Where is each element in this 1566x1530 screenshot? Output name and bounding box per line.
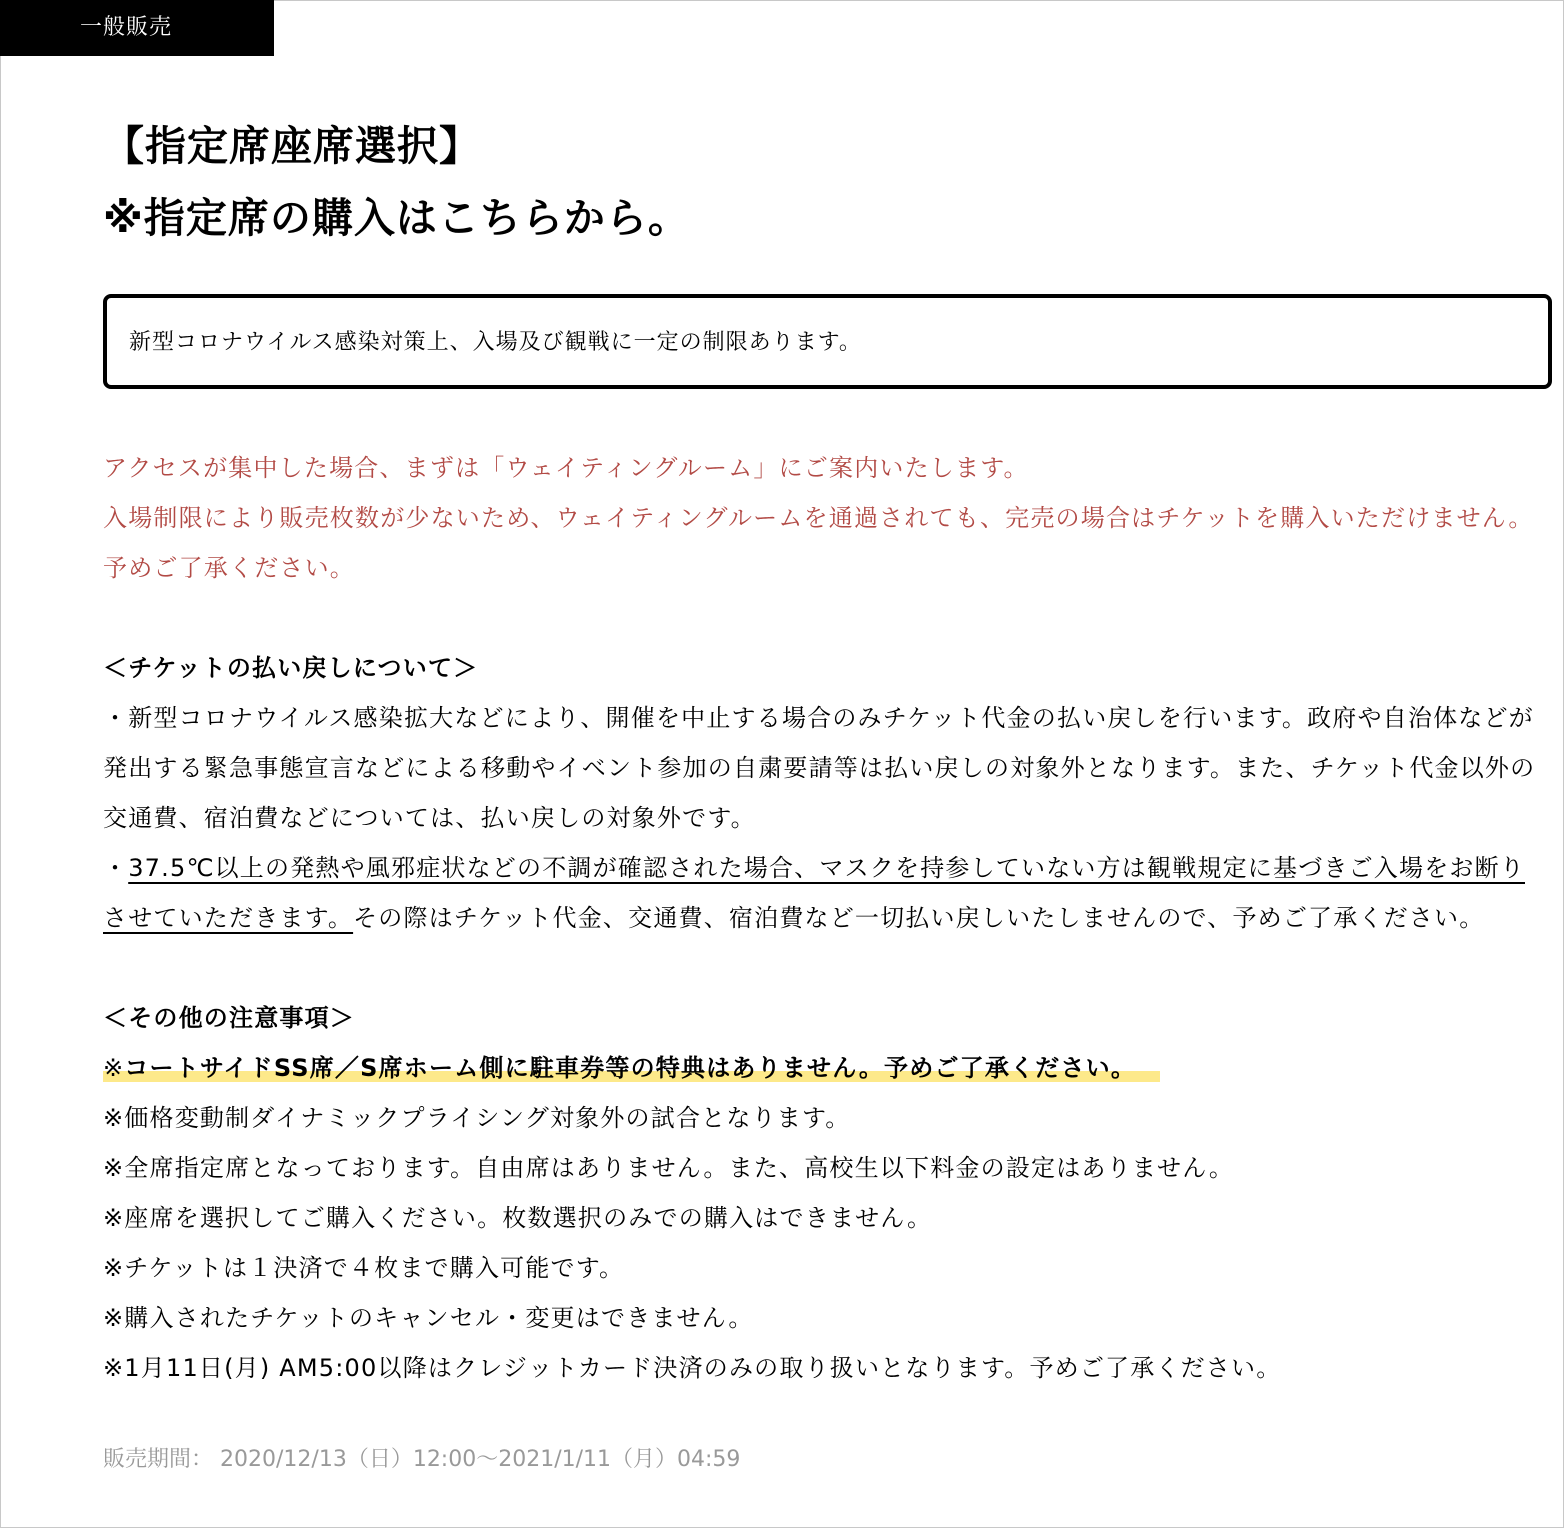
highlight-note-text (103, 1054, 1160, 1082)
refund-item-2-rest: その際はチケット代金、交通費、宿泊費など一切払い戻しいたしませんので、予めご了承ください。 (353, 904, 1485, 932)
refund-item-2 (103, 843, 1548, 943)
refund-heading: ＜チケットの払い戻しについて＞ (103, 654, 479, 682)
refund-item-2-underlined: 37.5℃以上の発熱や風邪症状などの不調が確認された場合、マスクを持参していない方は観戦規定に基づきご入場をお断りさせていただきます。 (103, 854, 1525, 932)
bullet: ・ (103, 854, 129, 882)
sale-period-value: 2020/12/13（日）12:00〜2021/1/11（月）04:59 (220, 1447, 741, 1472)
note-mark: ※ (103, 1054, 125, 1082)
sale-period-label: 販売期間： (103, 1447, 214, 1472)
parking-ticket-notice: コートサイドSS席／S席ホーム側に駐車券等の特典はありません。予めご了承ください。 (124, 1054, 1137, 1082)
title-line-1: 【指定席座席選択】 (103, 122, 481, 170)
page-title[interactable] (103, 110, 690, 254)
highlight-note (103, 1043, 1548, 1093)
other-notes-list (103, 1093, 1548, 1393)
note-item: ※全席指定席となっております。自由席はありません。また、高校生以下料金の設定はありません。 (103, 1154, 1235, 1182)
note-item: ※購入されたチケットのキャンセル・変更はできません。 (103, 1304, 754, 1332)
other-notes-heading: ＜その他の注意事項＞ (103, 1004, 355, 1032)
note-item: ※チケットは１決済で４枚まで購入可能です。 (103, 1254, 625, 1282)
title-line-2: ※指定席の購入はこちらから。 (103, 194, 690, 242)
note-item: ※1月11日(月) AM5:00以降はクレジットカード決済のみの取り扱いとなります。予めご了承ください。 (103, 1354, 1282, 1382)
note-item: ※座席を選択してご購入ください。枚数選択のみでの購入はできません。 (103, 1204, 933, 1232)
sale-type-tag: 一般販売 (0, 0, 274, 56)
description (103, 443, 1548, 1393)
limited-sales-notice: 入場制限により販売枚数が少ないため、ウェイティングルームを通過されても、完売の場合はチケットを購入いただけません。予めご了承ください。 (103, 504, 1534, 582)
note-item: ※価格変動制ダイナミックプライシング対象外の試合となります。 (103, 1104, 851, 1132)
waiting-room-notice: アクセスが集中した場合、まずは「ウェイティングルーム」にご案内いたします。 (103, 454, 1029, 482)
refund-item-1: ・新型コロナウイルス感染拡大などにより、開催を中止する場合のみチケット代金の払い戻しを行います。政府や自治体などが発出する緊急事態宣言などによる移動やイベント参加の自粛要請等は払い戻しの対象外となります。また、チケット代金以外の交通費、宿泊費などについては、払い戻しの対象外です。 (103, 704, 1536, 832)
covid-notice-box: 新型コロナウイルス感染対策上、入場及び観戦に一定の制限あります。 (103, 294, 1552, 389)
sale-period (103, 1440, 740, 1480)
